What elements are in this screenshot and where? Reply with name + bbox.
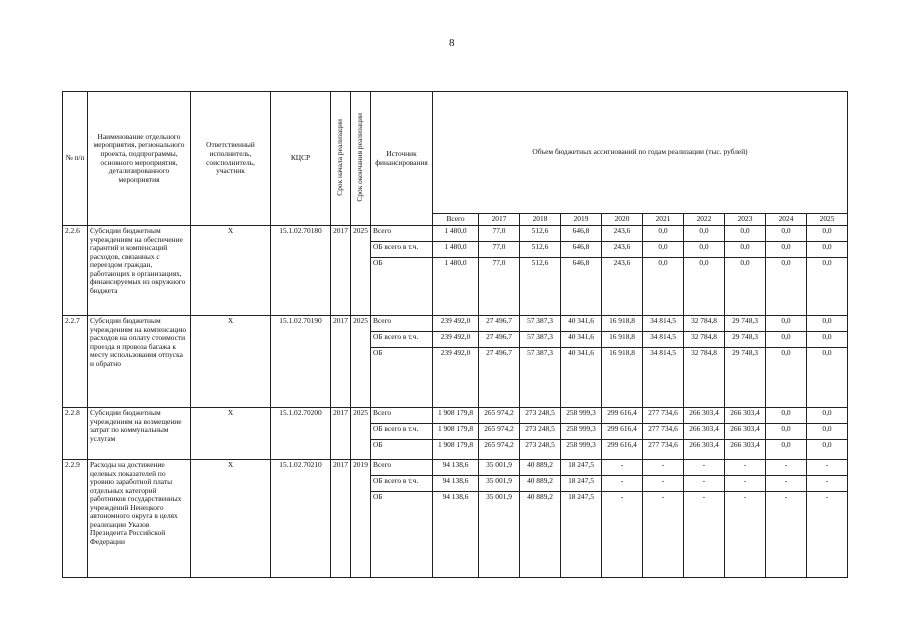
budget-table	[62, 91, 848, 578]
row-end-year: 2019	[351, 460, 371, 578]
header-no: № п/п	[63, 92, 88, 226]
row-value: 0,0	[684, 226, 725, 242]
header-volume: Объем бюджетных ассигнований по годам реализации (тыс. рублей)	[433, 92, 848, 214]
row-value: 34 814,5	[643, 316, 684, 332]
row-value: 0,0	[807, 408, 848, 424]
header-year: 2025	[807, 214, 848, 226]
row-source: ОБ	[371, 258, 433, 316]
row-value: 16 918,8	[602, 348, 643, 408]
row-value: 0,0	[766, 226, 807, 242]
header-year: 2022	[684, 214, 725, 226]
row-source: Всего	[371, 460, 433, 476]
row-value: 265 974,2	[479, 408, 520, 424]
row-value: 266 303,4	[684, 424, 725, 440]
row-value: -	[684, 460, 725, 476]
row-number: 2.2.7	[63, 316, 88, 408]
row-value: 34 814,5	[643, 348, 684, 408]
row-name: Субсидии бюджетным учреждениям на компенсацию расходов на оплату стоимости проезда и провоза багажа к месту использования отпуска и обратно	[88, 316, 191, 408]
row-value: 0,0	[766, 348, 807, 408]
row-value: 57 387,3	[520, 348, 561, 408]
row-responsible: X	[191, 408, 271, 460]
row-value: 0,0	[684, 258, 725, 316]
row-value: 18 247,5	[561, 460, 602, 476]
row-source: ОБ	[371, 492, 433, 578]
row-value: 258 999,3	[561, 440, 602, 460]
row-end-year: 2025	[351, 408, 371, 460]
row-value: 1 480,0	[433, 258, 479, 316]
row-responsible: X	[191, 316, 271, 408]
row-start-year: 2017	[331, 408, 351, 460]
row-value: -	[807, 460, 848, 476]
header-end-text: Срок окончания реализации	[355, 112, 365, 202]
row-responsible: X	[191, 226, 271, 316]
header-source: Источник финансирования	[371, 92, 433, 226]
row-value: 0,0	[766, 316, 807, 332]
row-source: ОБ всего в т.ч.	[371, 476, 433, 492]
row-value: 299 616,4	[602, 408, 643, 424]
row-value: 57 387,3	[520, 316, 561, 332]
row-kcsr: 15.1.02.70210	[271, 460, 331, 578]
row-value: 32 784,8	[684, 316, 725, 332]
row-source: ОБ	[371, 440, 433, 460]
header-start	[331, 92, 351, 226]
row-value: 0,0	[725, 258, 766, 316]
header-year: 2023	[725, 214, 766, 226]
row-value: 32 784,8	[684, 348, 725, 408]
row-value: 0,0	[807, 440, 848, 460]
row-value: -	[602, 476, 643, 492]
row-value: 0,0	[766, 332, 807, 348]
row-value: 646,8	[561, 226, 602, 242]
header-start-text: Срок начала реализации	[335, 118, 345, 196]
row-value: 265 974,2	[479, 424, 520, 440]
row-value: 273 248,5	[520, 440, 561, 460]
row-start-year: 2017	[331, 316, 351, 408]
row-value: 29 748,3	[725, 316, 766, 332]
row-number: 2.2.6	[63, 226, 88, 316]
table-row	[63, 408, 848, 424]
row-value: -	[643, 492, 684, 578]
row-value: 0,0	[643, 242, 684, 258]
header-year: 2021	[643, 214, 684, 226]
row-end-year: 2025	[351, 316, 371, 408]
row-value: 277 734,6	[643, 440, 684, 460]
row-name: Расходы на достижение целевых показателей по уровню заработной платы отдельных категорий работников государственных учреждений Ненецкого автономного округа в целях реализации Указов Президента Российской Федерации	[88, 460, 191, 578]
header-year: 2024	[766, 214, 807, 226]
row-value: -	[725, 492, 766, 578]
row-value: 40 889,2	[520, 460, 561, 476]
row-value: 1 908 179,8	[433, 424, 479, 440]
row-value: 512,6	[520, 226, 561, 242]
row-source: Всего	[371, 408, 433, 424]
row-value: 94 138,6	[433, 476, 479, 492]
row-value: 277 734,6	[643, 424, 684, 440]
row-value: 0,0	[643, 258, 684, 316]
row-value: 1 908 179,8	[433, 440, 479, 460]
row-name: Субсидии бюджетным учреждениям на обеспечение гарантий и компенсаций расходов, связанных с переездом граждан, работающих в организациях, финансируемых из окружного бюджета	[88, 226, 191, 316]
row-value: 27 496,7	[479, 316, 520, 332]
row-value: -	[766, 460, 807, 476]
table-row	[63, 460, 848, 476]
row-value: 0,0	[766, 440, 807, 460]
row-value: 77,0	[479, 258, 520, 316]
row-value: 273 248,5	[520, 408, 561, 424]
row-value: 40 341,6	[561, 348, 602, 408]
row-value: 27 496,7	[479, 348, 520, 408]
row-value: 0,0	[766, 242, 807, 258]
row-value: 0,0	[807, 348, 848, 408]
row-kcsr: 15.1.02.70190	[271, 316, 331, 408]
row-value: 16 918,8	[602, 316, 643, 332]
row-value: 0,0	[807, 242, 848, 258]
row-source: Всего	[371, 226, 433, 242]
row-value: 266 303,4	[725, 408, 766, 424]
row-value: 1 480,0	[433, 242, 479, 258]
row-value: 299 616,4	[602, 424, 643, 440]
row-value: -	[602, 492, 643, 578]
header-year: 2018	[520, 214, 561, 226]
row-value: 77,0	[479, 242, 520, 258]
row-value: 18 247,5	[561, 476, 602, 492]
row-value: -	[602, 460, 643, 476]
row-value: 239 492,0	[433, 348, 479, 408]
row-value: 0,0	[807, 258, 848, 316]
row-value: 0,0	[807, 332, 848, 348]
row-value: 32 784,8	[684, 332, 725, 348]
row-value: 0,0	[643, 226, 684, 242]
table-row	[63, 316, 848, 332]
row-value: -	[807, 492, 848, 578]
row-value: 0,0	[725, 242, 766, 258]
row-value: 0,0	[766, 258, 807, 316]
row-value: 40 341,6	[561, 332, 602, 348]
row-value: 646,8	[561, 258, 602, 316]
page-number: 8	[449, 37, 455, 49]
header-year: 2020	[602, 214, 643, 226]
row-value: 265 974,2	[479, 440, 520, 460]
header-year: 2017	[479, 214, 520, 226]
row-value: 512,6	[520, 242, 561, 258]
row-value: 94 138,6	[433, 492, 479, 578]
row-value: 266 303,4	[725, 424, 766, 440]
row-value: 27 496,7	[479, 332, 520, 348]
row-value: 0,0	[766, 424, 807, 440]
row-value: 0,0	[725, 226, 766, 242]
row-value: -	[807, 476, 848, 492]
row-value: 243,6	[602, 258, 643, 316]
row-value: 94 138,6	[433, 460, 479, 476]
row-value: 266 303,4	[684, 408, 725, 424]
row-value: 0,0	[807, 226, 848, 242]
row-value: 266 303,4	[684, 440, 725, 460]
table-row	[63, 226, 848, 242]
row-value: 646,8	[561, 242, 602, 258]
row-name: Субсидии бюджетным учреждениям на возмещение затрат по коммунальным услугам	[88, 408, 191, 460]
row-value: 40 889,2	[520, 492, 561, 578]
row-start-year: 2017	[331, 460, 351, 578]
row-kcsr: 15.1.02.70180	[271, 226, 331, 316]
row-number: 2.2.8	[63, 408, 88, 460]
row-value: 18 247,5	[561, 492, 602, 578]
header-responsible: Ответственный исполнитель, соисполнитель, участник	[191, 92, 271, 226]
row-value: 29 748,3	[725, 332, 766, 348]
header-name: Наименование отдельного мероприятия, регионального проекта, подпрограммы, основного мероприятия, детализированного мероприятия	[88, 92, 191, 226]
row-value: 258 999,3	[561, 424, 602, 440]
row-value: 1 908 179,8	[433, 408, 479, 424]
row-value: -	[766, 492, 807, 578]
row-source: Всего	[371, 316, 433, 332]
row-kcsr: 15.1.02.70200	[271, 408, 331, 460]
row-value: 0,0	[807, 316, 848, 332]
row-value: 277 734,6	[643, 408, 684, 424]
row-value: -	[725, 460, 766, 476]
row-source: ОБ всего в т.ч.	[371, 424, 433, 440]
row-value: 34 814,5	[643, 332, 684, 348]
row-value: 0,0	[766, 408, 807, 424]
row-value: -	[643, 460, 684, 476]
row-value: 258 999,3	[561, 408, 602, 424]
row-value: -	[684, 492, 725, 578]
row-value: 40 889,2	[520, 476, 561, 492]
header-end	[351, 92, 371, 226]
row-value: 512,6	[520, 258, 561, 316]
row-end-year: 2025	[351, 226, 371, 316]
header-year: 2019	[561, 214, 602, 226]
row-value: -	[684, 476, 725, 492]
row-number: 2.2.9	[63, 460, 88, 578]
row-value: 35 001,9	[479, 460, 520, 476]
row-value: -	[766, 476, 807, 492]
row-source: ОБ	[371, 348, 433, 408]
row-value: 57 387,3	[520, 332, 561, 348]
row-value: 299 616,4	[602, 440, 643, 460]
row-value: 1 480,0	[433, 226, 479, 242]
row-value: 273 248,5	[520, 424, 561, 440]
row-value: 239 492,0	[433, 316, 479, 332]
row-value: 243,6	[602, 242, 643, 258]
row-start-year: 2017	[331, 226, 351, 316]
row-value: 0,0	[807, 424, 848, 440]
row-value: 35 001,9	[479, 492, 520, 578]
row-value: 40 341,6	[561, 316, 602, 332]
header-kcsr: КЦСР	[271, 92, 331, 226]
row-responsible: X	[191, 460, 271, 578]
row-value: 239 492,0	[433, 332, 479, 348]
row-value: 16 918,8	[602, 332, 643, 348]
header-year: Всего	[433, 214, 479, 226]
row-value: 29 748,3	[725, 348, 766, 408]
row-value: 243,6	[602, 226, 643, 242]
row-value: 77,0	[479, 226, 520, 242]
row-value: 0,0	[684, 242, 725, 258]
row-value: 266 303,4	[725, 440, 766, 460]
row-value: -	[725, 476, 766, 492]
row-value: 35 001,9	[479, 476, 520, 492]
row-source: ОБ всего в т.ч.	[371, 332, 433, 348]
row-source: ОБ всего в т.ч.	[371, 242, 433, 258]
row-value: -	[643, 476, 684, 492]
